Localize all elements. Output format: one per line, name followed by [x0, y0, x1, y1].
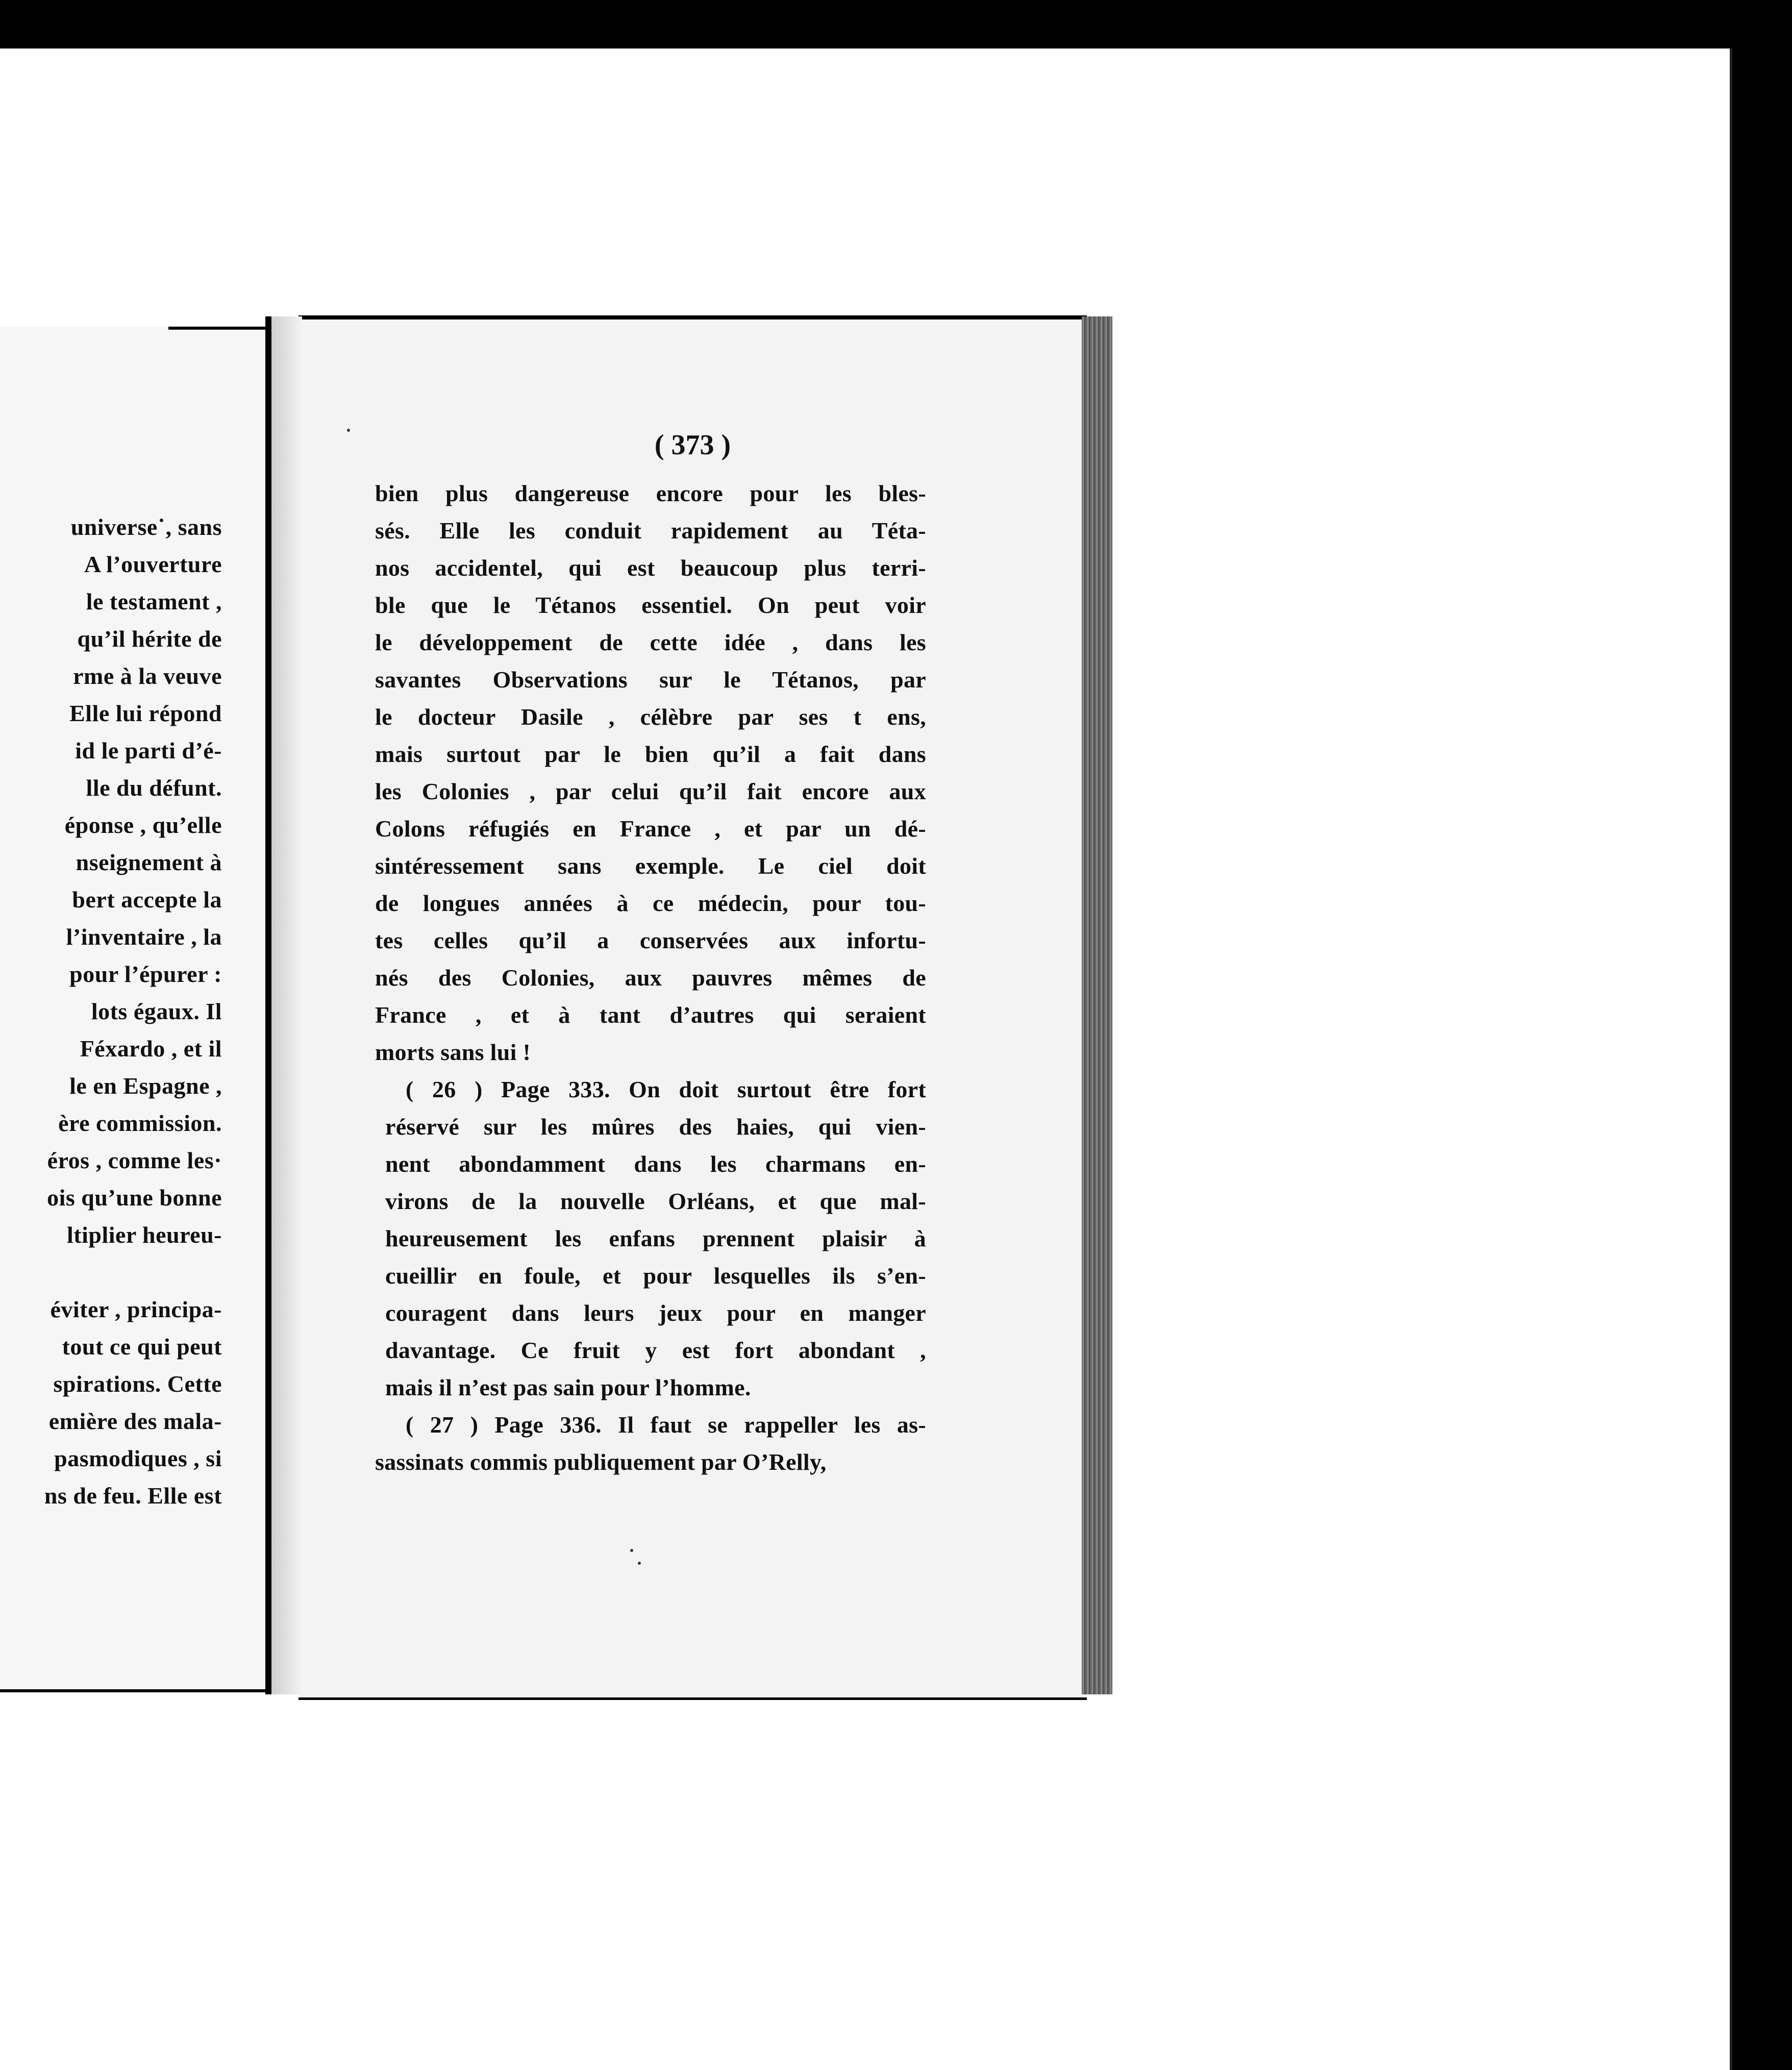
- right-text-line: ble que le Tétanos essentiel. On peut voir: [375, 592, 926, 618]
- left-text-line: le testament ,: [86, 588, 222, 614]
- right-text-line: sintéressement sans exemple. Le ciel doit: [375, 853, 926, 879]
- left-text-line: Féxardo , et il: [80, 1036, 222, 1062]
- ink-speck: [347, 429, 350, 432]
- left-text-line: emière des mala-: [48, 1408, 222, 1434]
- right-text-line: davantage. Ce fruit y est fort abondant ,: [385, 1337, 926, 1363]
- left-text-line: ois qu’une bonne: [47, 1185, 222, 1211]
- right-text-line: nos accidentel, qui est beaucoup plus terri-: [375, 555, 926, 581]
- left-text-line: bert accepte la: [72, 886, 222, 913]
- right-text-line: mais il n’est pas sain pour l’homme.: [385, 1374, 751, 1400]
- right-text-line: les Colonies , par celui qu’il fait encore aux: [375, 778, 926, 804]
- left-text-line: ltiplier heureu-: [66, 1222, 222, 1248]
- book-gutter: [265, 316, 271, 1694]
- gutter-shadow: [271, 316, 302, 1694]
- right-text-line: sassinats commis publiquement par O’Relly,: [375, 1449, 827, 1475]
- left-text-line: Elle lui répond: [69, 700, 222, 726]
- scan-right-border: [1732, 0, 1792, 2070]
- right-text-line: cueillir en foule, et pour lesquelles ils s’en-: [385, 1263, 926, 1289]
- right-text-line: ( 26 ) Page 333. On doit surtout être fort: [406, 1076, 926, 1102]
- right-text-line: sés. Elle les conduit rapidement au Téta-: [375, 518, 926, 544]
- left-text-line: nseignement à: [76, 849, 222, 875]
- right-text-line: nés des Colonies, aux pauvres mêmes de: [375, 965, 926, 991]
- left-text-line: spirations. Cette: [53, 1371, 222, 1397]
- left-text-line: id le parti d’é-: [75, 737, 222, 763]
- right-text-line: le docteur Dasile , célèbre par ses t ens,: [375, 704, 926, 730]
- right-text-line: bien plus dangereuse encore pour les bles-: [375, 480, 926, 506]
- page-edge: [1082, 316, 1112, 1694]
- left-text-line: qu’il hérite de: [77, 626, 222, 652]
- left-text-line: éros , comme les·: [47, 1147, 222, 1173]
- right-text-line: nent abondamment dans les charmans en-: [385, 1151, 926, 1177]
- left-text-line: rme à la veuve: [73, 663, 222, 689]
- right-page-text: [375, 475, 926, 1481]
- left-text-line: A l’ouverture: [84, 551, 222, 577]
- right-text-line: savantes Observations sur le Tétanos, par: [375, 667, 926, 693]
- right-text-line: virons de la nouvelle Orléans, et que mal-: [385, 1188, 926, 1214]
- left-text-line: ns de feu. Elle est: [44, 1483, 222, 1509]
- left-text-line: tout ce qui peut: [62, 1334, 222, 1360]
- ink-speck: [638, 1562, 641, 1565]
- page-number: ( 373 ): [654, 429, 731, 461]
- left-text-line: universe˙, sans: [70, 514, 222, 540]
- left-text-line: éponse , qu’elle: [64, 812, 222, 838]
- right-text-line: couragent dans leurs jeux pour en manger: [385, 1300, 926, 1326]
- left-text-line: pasmodiques , si: [54, 1445, 222, 1471]
- right-text-line: heureusement les enfans prennent plaisir à: [385, 1225, 926, 1251]
- left-text-line: le en Espagne ,: [69, 1073, 222, 1099]
- left-text-line: l’inventaire , la: [66, 924, 222, 950]
- left-page: [0, 327, 298, 1692]
- right-text-line: Colons réfugiés en France , et par un dé-: [375, 816, 926, 842]
- left-text-line: lle du défunt.: [86, 775, 222, 801]
- right-text-line: réservé sur les mûres des haies, qui vien-: [385, 1114, 926, 1140]
- left-text-line: [0, 1253, 222, 1291]
- ink-speck: [630, 1549, 633, 1552]
- right-text-line: ( 27 ) Page 336. Il faut se rappeller les as-: [406, 1412, 926, 1438]
- right-text-line: mais surtout par le bien qu’il a fait dans: [375, 741, 926, 767]
- scan-top-border: [0, 0, 1792, 48]
- left-text-line: éviter , principa-: [50, 1296, 222, 1322]
- right-text-line: tes celles qu’il a conservées aux infortu-: [375, 927, 926, 953]
- left-page-text: [0, 508, 222, 1514]
- left-text-line: ère commission.: [58, 1110, 222, 1136]
- right-text-line: France , et à tant d’autres qui seraient: [375, 1002, 926, 1028]
- right-text-line: morts sans lui !: [375, 1039, 531, 1065]
- right-text-line: le développement de cette idée , dans les: [375, 629, 926, 655]
- right-text-line: de longues années à ce médecin, pour tou-: [375, 890, 926, 916]
- left-text-line: pour l’épurer :: [69, 961, 222, 987]
- left-text-line: lots égaux. Il: [91, 998, 222, 1024]
